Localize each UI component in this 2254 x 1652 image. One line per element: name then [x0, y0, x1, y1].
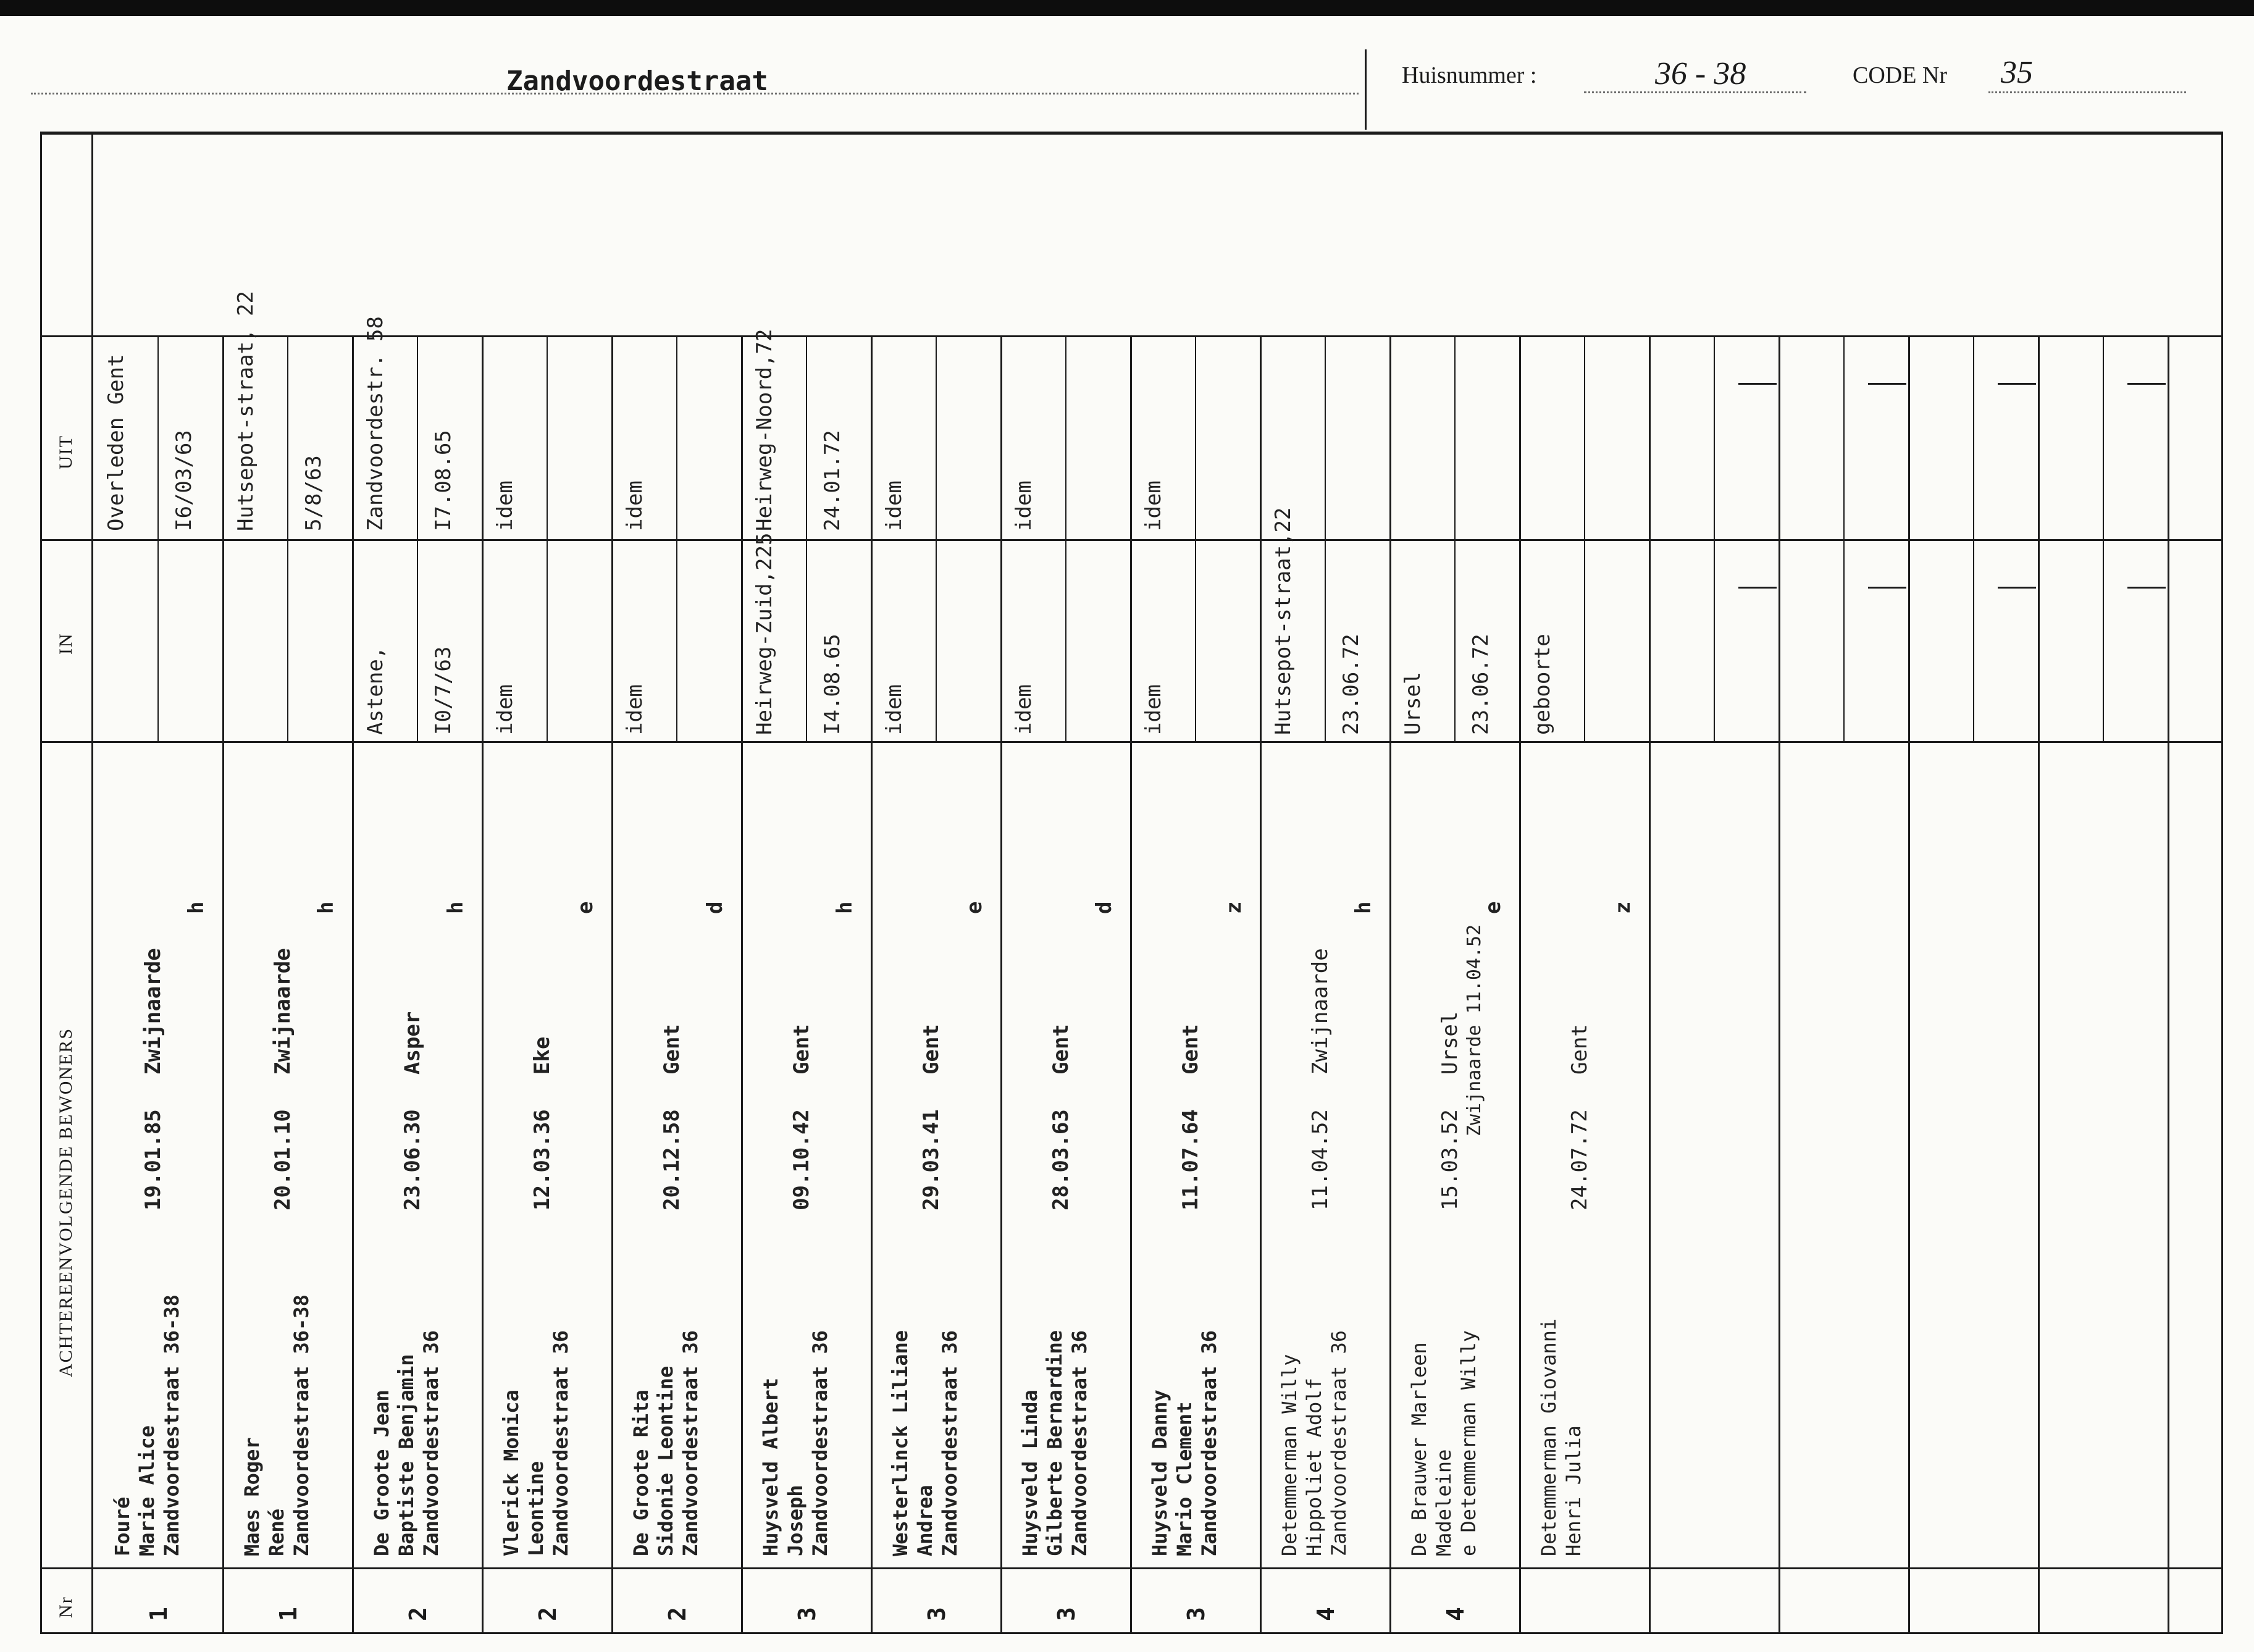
- resident-given-names: Madeleine: [1432, 1449, 1456, 1556]
- birth-place: Ursel: [1438, 1011, 1462, 1075]
- uit-place: idem: [882, 480, 907, 531]
- resident-address: Zandvoordestraat 36-38: [160, 1294, 183, 1556]
- resident-name: Detemmerman Willy: [1278, 1354, 1301, 1556]
- row-nr: 4: [1442, 1607, 1469, 1621]
- row-nr: 2: [664, 1607, 691, 1621]
- birth-place: Gent: [1178, 1024, 1203, 1075]
- column-half-divider: [1454, 335, 1456, 741]
- uit-date: I6/03/63: [172, 430, 196, 531]
- birth-date: 15.03.52: [1438, 1109, 1462, 1210]
- resident-given-names: Marie Alice: [135, 1425, 159, 1556]
- resident-address: Zandvoordestraat 36: [419, 1330, 443, 1556]
- column-half-divider: [1195, 335, 1196, 741]
- in-place: Heirweg-Zuid,225: [752, 532, 777, 735]
- label-column-border: [91, 132, 93, 1634]
- in-date: I0/7/63: [431, 646, 456, 735]
- relation-code: d: [1092, 901, 1117, 914]
- uit-place: Zandvoordestr. 58: [363, 316, 388, 531]
- relation-code: h: [184, 901, 209, 914]
- house-number-dotted-line: [1584, 91, 1806, 93]
- column-divider: [741, 335, 743, 1632]
- relation-code: d: [703, 901, 727, 914]
- relation-code: z: [1611, 901, 1635, 914]
- row-nr: 3: [1053, 1607, 1080, 1621]
- resident-address: Zandvoordestraat 36: [938, 1330, 962, 1556]
- label-nr: Nr: [56, 1596, 76, 1618]
- birth-place: Zwijnaarde: [270, 948, 295, 1075]
- column-divider: [1908, 335, 1910, 1632]
- birth-place: Asper: [400, 1011, 425, 1075]
- uit-place: Heirweg-Noord,72: [752, 329, 777, 531]
- row-nr: 1: [145, 1607, 172, 1621]
- code-value: 35: [2001, 55, 2033, 90]
- resident-name: Detemmerman Giovanni: [1537, 1318, 1561, 1556]
- empty-cell-dash: [1998, 587, 2036, 589]
- label-bewoners: ACHTEREENVOLGENDE BEWONERS: [56, 1027, 76, 1377]
- birth-date: 23.06.30: [400, 1109, 425, 1210]
- birth-date: 19.01.85: [141, 1109, 165, 1210]
- birth-place: Zwijnaarde: [1308, 948, 1333, 1075]
- empty-cell-dash: [1868, 587, 1906, 589]
- resident-given-names: Hippoliet Adolf: [1302, 1378, 1326, 1556]
- resident-address: Zandvoordestraat 36: [1327, 1330, 1351, 1556]
- row-nr: 2: [404, 1607, 432, 1621]
- empty-cell-dash: [1738, 587, 1777, 589]
- label-uit: UIT: [56, 435, 76, 469]
- column-divider: [352, 335, 354, 1632]
- column-half-divider: [1714, 335, 1715, 741]
- street-dotted-line: [31, 93, 1359, 94]
- header-divider: [1365, 49, 1367, 130]
- empty-cell-dash: [1998, 383, 2036, 385]
- code-label: CODE Nr: [1853, 62, 1948, 88]
- column-divider: [2168, 335, 2169, 1632]
- label-in: IN: [56, 632, 76, 655]
- in-place: geboorte: [1530, 634, 1555, 735]
- uit-place: Hutsepot-straat, 22: [233, 291, 258, 531]
- relation-code: e: [962, 901, 987, 914]
- resident-name: De Groote Jean: [370, 1390, 393, 1556]
- column-divider: [1130, 335, 1132, 1632]
- birth-place: Gent: [919, 1024, 944, 1075]
- relation-code: h: [443, 901, 468, 914]
- birth-place: Eke: [530, 1036, 555, 1075]
- empty-cell-dash: [1868, 383, 1906, 385]
- table-right-border: [2221, 132, 2223, 1634]
- column-half-divider: [1973, 335, 1974, 741]
- house-number-label: Huisnummer :: [1402, 62, 1537, 88]
- resident-name: Huysveld Danny: [1148, 1390, 1171, 1556]
- in-place: idem: [622, 684, 647, 735]
- resident-given-names: René: [265, 1508, 288, 1556]
- table-bottom-border: [40, 1632, 2223, 1634]
- resident-name: Westerlinck Liliane: [889, 1330, 912, 1556]
- column-divider: [1260, 335, 1262, 1632]
- birth-place: Zwijnaarde: [141, 948, 165, 1075]
- resident-given-names: Leontine: [524, 1461, 548, 1556]
- table-top-border: [40, 132, 2223, 135]
- column-divider: [1778, 335, 1780, 1632]
- birth-place: Gent: [1049, 1024, 1073, 1075]
- uit-date: I7.08.65: [431, 430, 456, 531]
- column-divider: [1519, 335, 1521, 1632]
- in-place: idem: [882, 684, 907, 735]
- column-divider: [1000, 335, 1002, 1632]
- birth-date: 11.07.64: [1178, 1109, 1203, 1210]
- column-divider: [611, 335, 613, 1632]
- resident-name: De Brauwer Marleen: [1407, 1342, 1431, 1556]
- birth-date: 24.07.72: [1567, 1109, 1592, 1210]
- in-date: 23.06.72: [1468, 634, 1493, 735]
- resident-name: De Groote Rita: [629, 1390, 653, 1556]
- column-half-divider: [936, 335, 937, 741]
- relation-code: h: [314, 901, 338, 914]
- empty-cell-dash: [2127, 383, 2166, 385]
- resident-address: Zandvoordestraat 36: [679, 1330, 702, 1556]
- column-half-divider: [676, 335, 677, 741]
- resident-name: Maes Roger: [240, 1437, 264, 1556]
- resident-given-names: Henri Julia: [1562, 1425, 1585, 1556]
- column-divider: [1389, 335, 1391, 1632]
- relation-code: e: [573, 901, 598, 914]
- street-name: Zandvoordestraat: [506, 65, 768, 97]
- resident-address: e Detemmerman Willy: [1457, 1330, 1480, 1556]
- birth-date: 12.03.36: [530, 1109, 555, 1210]
- in-place: Astene,: [363, 646, 388, 735]
- resident-given-names: Sidonie Leontine: [654, 1365, 677, 1556]
- column-divider: [871, 335, 873, 1632]
- relation-code: e: [1481, 901, 1506, 914]
- uit-place: idem: [1141, 480, 1166, 531]
- uit-date: 5/8/63: [301, 455, 326, 531]
- column-divider: [1649, 335, 1651, 1632]
- empty-cell-dash: [2127, 587, 2166, 589]
- column-divider: [222, 335, 224, 1632]
- column-half-divider: [2103, 335, 2104, 741]
- column-half-divider: [1584, 335, 1585, 741]
- column-half-divider: [157, 335, 159, 741]
- birth-date: 20.12.58: [660, 1109, 684, 1210]
- in-place: Hutsepot-straat,22: [1271, 507, 1296, 735]
- in-date: 23.06.72: [1339, 634, 1364, 735]
- resident-given-names: Andrea: [913, 1485, 937, 1556]
- resident-address: Zandvoordestraat 36: [1068, 1330, 1091, 1556]
- resident-name: Vlerick Monica: [500, 1390, 523, 1556]
- uit-place: idem: [1012, 480, 1036, 531]
- birth-place: Gent: [1567, 1024, 1592, 1075]
- birth-date: 11.04.52: [1308, 1109, 1333, 1210]
- row-nr: 4: [1312, 1607, 1339, 1621]
- column-half-divider: [1325, 335, 1326, 741]
- resident-name: Huysveld Linda: [1018, 1390, 1042, 1556]
- birth-date: 29.03.41: [919, 1109, 944, 1210]
- row-nr: 2: [534, 1607, 561, 1621]
- in-place: idem: [1141, 684, 1166, 735]
- column-half-divider: [1843, 335, 1845, 741]
- column-divider: [482, 335, 484, 1632]
- column-half-divider: [287, 335, 288, 741]
- birth-date: 09.10.42: [789, 1109, 814, 1210]
- table-left-border: [40, 132, 42, 1634]
- resident-given-names: Baptiste Benjamin: [395, 1354, 418, 1556]
- relation-code: h: [832, 901, 857, 914]
- uit-place: idem: [622, 480, 647, 531]
- uit-place: idem: [493, 480, 517, 531]
- in-place: idem: [493, 684, 517, 735]
- resident-given-names: Joseph: [784, 1485, 807, 1556]
- birth-date: 20.01.10: [270, 1109, 295, 1210]
- row-nr: 3: [923, 1607, 950, 1621]
- empty-cell-dash: [1738, 383, 1777, 385]
- uit-date: 24.01.72: [820, 430, 845, 531]
- column-half-divider: [417, 335, 418, 741]
- house-number-value: 36 - 38: [1655, 56, 1746, 91]
- resident-address: Zandvoordestraat 36: [1197, 1330, 1221, 1556]
- row-nr: 1: [275, 1607, 302, 1621]
- resident-address: Zandvoordestraat 36-38: [290, 1294, 313, 1556]
- column-half-divider: [1065, 335, 1066, 741]
- column-half-divider: [547, 335, 548, 741]
- code-dotted-line: [1988, 91, 2186, 93]
- birth-place: Gent: [660, 1024, 684, 1075]
- row-nr: 3: [1183, 1607, 1210, 1621]
- in-place: Ursel: [1401, 671, 1425, 735]
- column-divider: [2038, 335, 2040, 1632]
- in-date: I4.08.65: [820, 634, 845, 735]
- birth-place: Gent: [789, 1024, 814, 1075]
- resident-address: Zandvoordestraat 36: [808, 1330, 832, 1556]
- relation-code: z: [1221, 901, 1246, 914]
- extra-note: Zwijnaarde 11.04.52: [1464, 924, 1485, 1136]
- resident-given-names: Mario Clement: [1173, 1401, 1196, 1556]
- resident-name: Huysveld Albert: [759, 1378, 782, 1556]
- uit-place: Overleden Gent: [104, 354, 128, 531]
- top-edge-bar: [0, 0, 2254, 16]
- relation-code: h: [1351, 901, 1376, 914]
- resident-address: Zandvoordestraat 36: [549, 1330, 572, 1556]
- resident-name: Fouré: [111, 1496, 134, 1556]
- in-place: idem: [1012, 684, 1036, 735]
- birth-date: 28.03.63: [1049, 1109, 1073, 1210]
- row-nr: 3: [794, 1607, 821, 1621]
- column-half-divider: [806, 335, 807, 741]
- resident-given-names: Gilberte Bernardine: [1043, 1330, 1066, 1556]
